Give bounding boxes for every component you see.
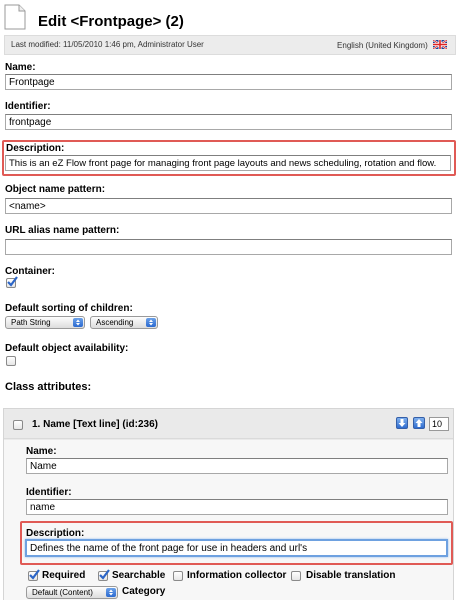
checkmark-icon	[28, 569, 40, 581]
attribute-identifier-input[interactable]: name	[26, 499, 448, 515]
language-label: English (United Kingdom)	[337, 41, 428, 50]
required-label: Required	[42, 570, 86, 581]
attribute-body	[4, 440, 453, 600]
url-alias-pattern-label: URL alias name pattern:	[5, 225, 120, 236]
attribute-name-label: Name:	[26, 446, 57, 457]
move-down-button[interactable]	[396, 417, 408, 429]
checkmark-icon	[6, 276, 18, 288]
arrow-up-icon	[414, 418, 424, 428]
attribute-header	[4, 409, 453, 439]
meta-bar	[4, 35, 456, 55]
page-title: Edit <Frontpage> (2)	[38, 13, 184, 30]
info-collector-checkbox[interactable]	[173, 571, 183, 581]
category-value: Default (Content)	[32, 588, 93, 597]
name-label: Name:	[5, 62, 36, 73]
document-icon	[4, 4, 26, 30]
required-checkbox[interactable]	[28, 571, 38, 581]
searchable-label: Searchable	[112, 570, 166, 581]
identifier-input[interactable]: frontpage	[5, 114, 452, 130]
default-availability-label: Default object availability:	[5, 343, 129, 354]
attribute-order-input[interactable]: 10	[429, 417, 449, 431]
category-label: Category	[122, 586, 166, 597]
name-input[interactable]: Frontpage	[5, 74, 452, 90]
class-attribute-item	[3, 408, 454, 600]
language-indicator	[337, 40, 447, 50]
disable-translation-checkbox[interactable]	[291, 571, 301, 581]
attribute-name-input[interactable]: Name	[26, 458, 448, 474]
container-label: Container:	[5, 266, 55, 277]
disable-translation-label: Disable translation	[306, 570, 396, 581]
sort-order-value: Ascending	[96, 318, 134, 327]
attribute-heading: 1. Name [Text line] (id:236)	[32, 419, 158, 430]
attribute-description-label: Description:	[26, 528, 85, 539]
object-name-pattern-label: Object name pattern:	[5, 184, 106, 195]
class-attributes-title: Class attributes:	[5, 381, 92, 393]
sort-field-value: Path String	[11, 318, 51, 327]
searchable-checkbox[interactable]	[98, 571, 108, 581]
default-sorting-label: Default sorting of children:	[5, 303, 133, 314]
attribute-description-input[interactable]: Defines the name of the front page for use in headers and url's	[25, 539, 448, 557]
select-arrows-icon	[146, 318, 156, 327]
description-label: Description:	[6, 143, 65, 154]
identifier-label: Identifier:	[5, 101, 51, 112]
arrow-down-icon	[397, 418, 407, 428]
attribute-select-checkbox[interactable]	[13, 420, 23, 430]
description-input[interactable]: This is an eZ Flow front page for managing front page layouts and news scheduling, rotation and flow.	[5, 155, 451, 171]
select-arrows-icon	[73, 318, 83, 327]
container-checkbox[interactable]	[6, 278, 16, 288]
sort-field-select[interactable]	[5, 316, 85, 329]
attribute-identifier-label: Identifier:	[26, 487, 72, 498]
default-availability-checkbox[interactable]	[6, 356, 16, 366]
checkmark-icon	[98, 569, 110, 581]
info-collector-label: Information collector	[187, 570, 287, 581]
url-alias-pattern-input[interactable]	[5, 239, 452, 255]
sort-order-select[interactable]	[90, 316, 158, 329]
uk-flag-icon	[433, 40, 447, 49]
category-select[interactable]	[26, 586, 118, 599]
move-up-button[interactable]	[413, 417, 425, 429]
object-name-pattern-input[interactable]: <name>	[5, 198, 452, 214]
last-modified-text: Last modified: 11/05/2010 1:46 pm, Administrator User	[11, 40, 204, 49]
select-arrows-icon	[106, 588, 116, 597]
